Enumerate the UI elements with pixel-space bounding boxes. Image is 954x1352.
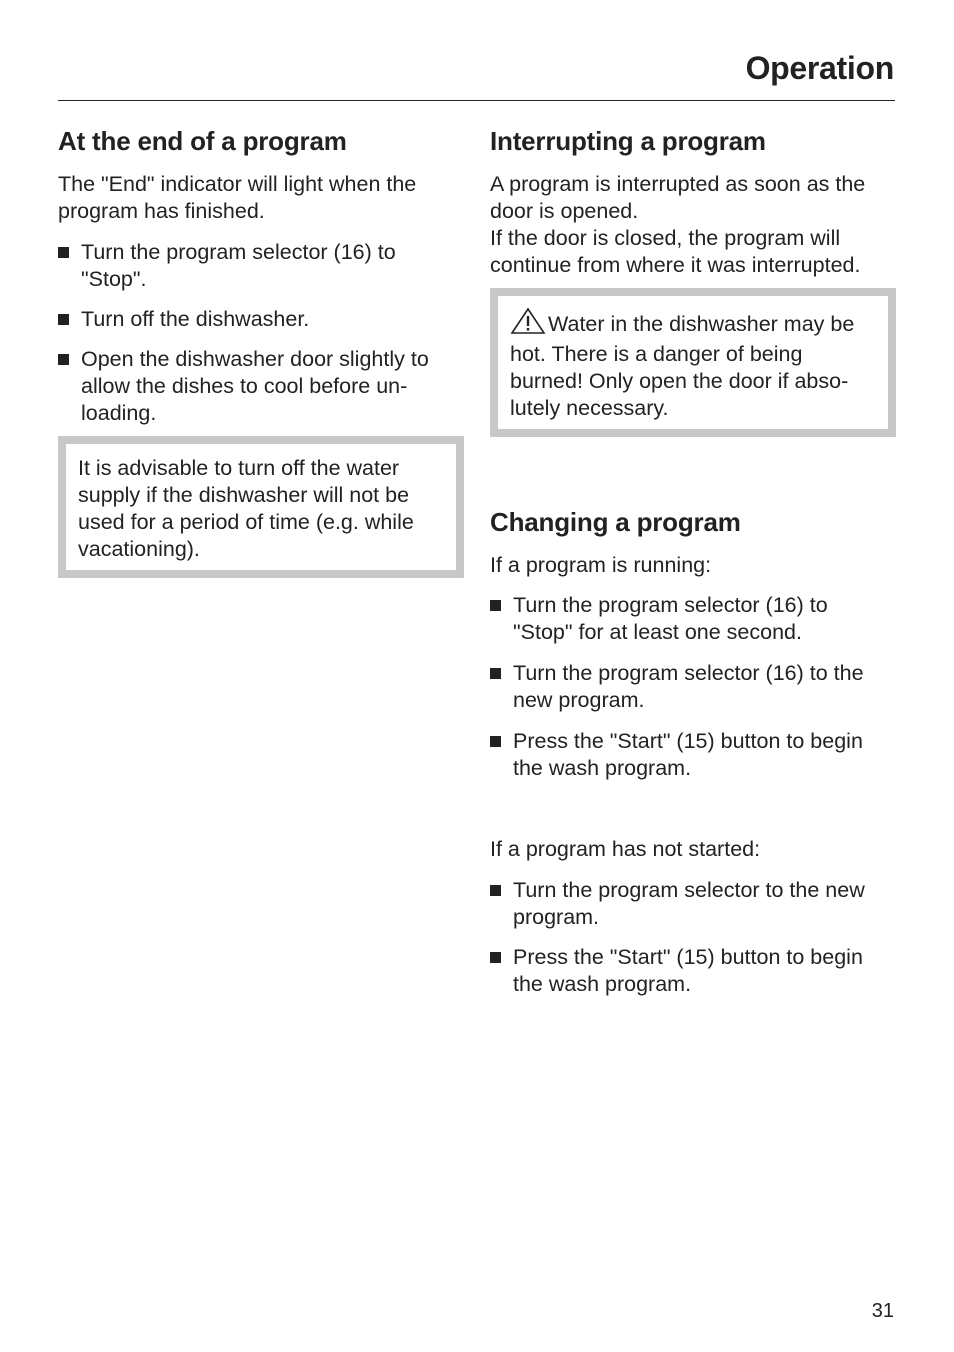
list-item-text: Open the dishwasher door slightly to allow the dishes to cool before un-loading. [81, 347, 429, 425]
list-item [58, 239, 421, 293]
list-item [490, 660, 898, 714]
warning-triangle-icon [510, 307, 546, 341]
warning-box [490, 288, 896, 437]
bullet-icon [58, 354, 69, 365]
bullet-icon [490, 736, 501, 747]
warning-text: Water in the dishwasher may be hot. There is a danger of being burned! Only open the door if abso-lutely necessary. [510, 312, 855, 420]
interrupting-section [490, 122, 896, 998]
note-box [58, 436, 464, 578]
bullet-icon [490, 600, 501, 611]
header-rule [58, 100, 895, 101]
list-item-text: Press the "Start" (15) button to begin the wash program. [513, 945, 863, 996]
page-title: Operation [745, 50, 894, 86]
changing-heading: Changing a program [490, 507, 741, 537]
list-item-text: Turn the program selector to the new program. [513, 878, 865, 929]
not-started-intro: If a program has not started: [490, 837, 761, 861]
list-item [490, 877, 898, 931]
list-item-text: Turn the program selector (16) to "Stop" for at least one second. [513, 593, 828, 644]
list-item-text: Turn the program selector (16) to "Stop". [81, 240, 396, 291]
list-item [490, 728, 898, 782]
running-steps [490, 592, 896, 782]
list-item [58, 306, 464, 333]
note-text: It is advisable to turn off the water supply if the dishwasher will not be used for a period of time (e.g. while vacationing). [78, 456, 414, 561]
list-item [490, 944, 898, 998]
not-started-steps [490, 877, 896, 998]
changing-section [490, 503, 896, 998]
end-of-program-steps [58, 239, 464, 427]
page-number: 31 [871, 1300, 894, 1322]
list-item [58, 346, 461, 427]
list-item-text: Press the "Start" (15) button to begin the wash program. [513, 729, 863, 780]
end-of-program-intro: The "End" indicator will light when the program has finished. [58, 172, 417, 223]
list-item-text: Turn off the dishwasher. [81, 307, 310, 331]
interrupting-para-1: A program is interrupted as soon as the door is opened. [490, 172, 866, 223]
bullet-icon [490, 952, 501, 963]
interrupting-heading: Interrupting a program [490, 126, 766, 156]
list-item-text: Turn the program selector (16) to the new program. [513, 661, 864, 712]
bullet-icon [490, 885, 501, 896]
warning-paragraph [510, 307, 876, 422]
end-of-program-section [58, 122, 464, 578]
bullet-icon [58, 247, 69, 258]
running-intro: If a program is running: [490, 553, 712, 577]
bullet-icon [58, 314, 69, 325]
bullet-icon [490, 668, 501, 679]
end-of-program-heading: At the end of a program [58, 126, 347, 156]
interrupting-para-2: If the door is closed, the program will continue from where it was interrupted. [490, 226, 861, 277]
list-item [490, 592, 853, 646]
